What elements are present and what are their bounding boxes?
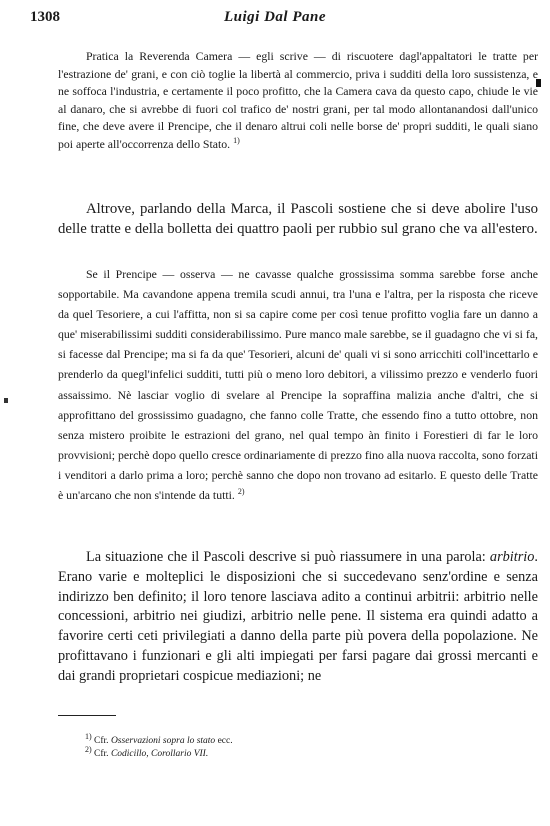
footnote-2-mark: 2) — [85, 744, 92, 754]
footnote-ref-1: 1) — [233, 136, 240, 146]
emphasis-arbitrio: arbitrio — [489, 549, 535, 565]
body-paragraph-1 — [58, 200, 538, 240]
quote-block-2 — [58, 264, 538, 505]
body-paragraph-2 — [58, 548, 538, 687]
footnote-1-mark: 1) — [85, 731, 92, 741]
page-number: 1308 — [30, 9, 60, 25]
footnote-2 — [85, 744, 485, 761]
footnote-1-prefix: Cfr. — [94, 736, 109, 746]
quote-block-1 — [58, 48, 538, 154]
footnote-1-ref: Osservazioni sopra lo stato — [110, 736, 216, 746]
body-paragraph-2-rest: . Erano varie e molteplici le disposizioni che si succedevano senz'ordine e senza indirizzo ben definito; il loro tenore lasciava adito a continui arbitrii: arbitrio nelle concessioni, arbitrio nei giudizi, arbitrio nelle pene. Il sistema era quindi adatto a favorire certi ceti privilegiati a danno della parte più povera della popolazione. Ne profittavano i funzionari e gli alti impiegati per farsi pagare dai grossi mercanti e dai grandi proprietari cospicue mediazioni; ne — [58, 549, 538, 684]
running-title: Luigi Dal Pane — [223, 9, 326, 25]
body-paragraph-1-text: Altrove, parlando della Marca, il Pascoli sostiene che si deve abolire l'uso delle tratte e della bolletta dei quattro paoli per rubbio sul grano che va all'estero. — [58, 201, 538, 237]
quote-1-text: Pratica la Reverenda Camera — egli scrive — di riscuotere dagl'appaltatori le tratte per l'estrazione de' grani, e con ciò toglie la libertà al commercio, priva i sudditi della loro sussistenza, e ne soffoca l'industria, e certamente il poco profitto, che la Camera cava da questo capo, chiude le vie al danaro, che si avrebbe di fuori col trafico de' nostri grani, per tal modo allontanandosi dall'unico fine, che deve avere il Prencipe, che il denaro altrui coli nelle borse de' propri sudditi, le quali siano poi aperte all'occorrenza dello Stato. — [58, 49, 538, 151]
quote-2-text: Se il Prencipe — osserva — ne cavasse qualche grossissima somma sarebbe forse anche sopportabile. Ma cavandone appena tremila scudi annui, tra l'una e l'altra, per la risposta che riceve da quel Tesoriere, a cui l'affitta, non si sa capire come per così tenue profitto voglia fare un danno a que' miserabilissimi sudditi considerabilissimo. Pure manco male sarebbe, se il guadagno che vi si fa, si facesse dal Prencipe; ma si fa da que' Tesorieri, alcuni de' quali vi si sono arricchiti coll'incettarlo e prenderlo da quegl'infelici sudditi, tutti più o meno loro debitori, a vilissimo prezzo e venderlo fuori assaissimo. Nè lasciar voglio di svelare al Prencipe la sopraffina malizia anche d'altri, che si approfittano del grossissimo guadagno, che fanno colle Tratte, che essendo fino a tutto ottobre, non senza mistero proibite le estrazioni del grano, nel qual tempo àn finito i Forestieri di far le loro provvisioni; perchè dopo quello cresce ordinariamente di prezzo fino alla nuova raccolta, sono forzati i venditori a darlo prima a loro; perchè sanno che dopo non trovano ad esitarlo. E questo delle Tratte è un'arcano che non s'intende da tutti. — [58, 267, 538, 503]
footnote-ref-2: 2) — [237, 487, 245, 497]
footnote-1-suffix: ecc. — [217, 736, 233, 746]
footnote-2-ref: Codicillo, Corollario VII. — [110, 749, 209, 759]
body-paragraph-2-lead: La situazione che il Pascoli descrive si può riassumere in una parola: — [86, 549, 490, 565]
footnote-1 — [85, 731, 485, 748]
footnote-2-prefix: Cfr. — [94, 749, 109, 759]
footnote-rule — [58, 715, 116, 716]
margin-dot — [4, 398, 8, 403]
